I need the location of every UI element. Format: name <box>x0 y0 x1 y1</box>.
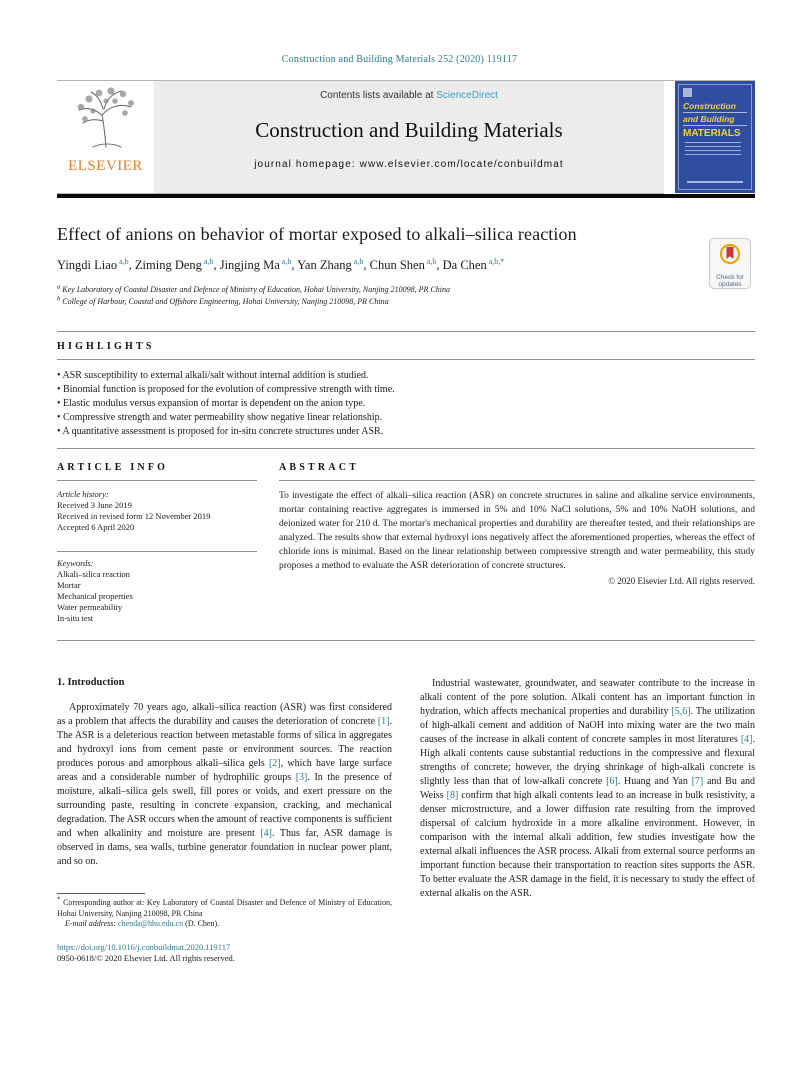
email-suffix: (D. Chen). <box>183 919 220 929</box>
highlights-bottom-rule <box>57 448 755 449</box>
affiliation-line: $^b$ College of Harbour, Coastal and Offshore Engineering, Hohai University, Nanjing 210098, PR China <box>57 294 389 306</box>
keyword-item: Alkali–silica reaction <box>57 569 130 580</box>
affiliation-line: $^a$ Key Laboratory of Coastal Disaster and Defence of Ministry of Education, Hohai University, Nanjing 210098, PR China <box>57 283 451 294</box>
affiliations <box>57 284 755 307</box>
article-info-heading: ARTICLE INFO <box>57 462 169 474</box>
imprint-block <box>57 942 392 964</box>
highlights-mid-rule <box>57 359 755 360</box>
journal-cover-thumbnail[interactable] <box>675 81 755 193</box>
author-line: Yingdi Liao $^{a,b}$, Ziming Deng $^{a,b}$, Jingjing Ma $^{a,b}$, Yan Zhang $^{a,b}$, Chun Shen $^{a,b}$, Da Chen $^{a,b,*}$ <box>57 256 505 272</box>
text-segment: Approximately 70 years ago, alkali–silica reaction (ASR) was first considered as a problem that affects the durability and causes the deterioration of concrete <box>57 702 392 728</box>
email-link[interactable]: chenda@hhu.edu.cn <box>118 919 184 929</box>
sciencedirect-link[interactable]: ScienceDirect <box>436 90 498 101</box>
masthead-gray-panel <box>154 81 664 193</box>
corresponding-author-note <box>57 895 392 919</box>
bookmark-icon <box>717 242 743 268</box>
text-segment: confirm that high alkali contents lead to an increase in bulk resistivity, a denser microstructure, and a lower diffusion rate resulting from the improved dispersal of calcium hydroxide in a more alkaline environment. However, in comparison with the internal alkali addition, few studies investigate how the external alkali influences the ASR process. Alkali from external source performs an important function because their transportation to reaction sites supports the ASR. To better evaluate the ASR damage in the field, it is necessary to study the effect of external alkalis on the ASR. <box>420 790 755 900</box>
citation-header: Construction and Building Materials 252 (2020) 119117 <box>281 54 518 65</box>
highlights-top-rule <box>57 331 755 332</box>
footnote-star: * <box>57 895 61 904</box>
history-lines <box>57 500 257 533</box>
author-name: Da Chen <box>442 258 487 272</box>
citation-ref[interactable]: [4] <box>260 828 272 840</box>
citation-ref[interactable]: [7] <box>691 776 704 788</box>
intro-heading: 1. Introduction <box>57 677 125 689</box>
elsevier-wordmark: ELSEVIER <box>68 158 143 174</box>
footnote-divider <box>57 893 145 894</box>
abstract-heading: ABSTRACT <box>279 462 360 474</box>
highlight-item: • Binomial function is proposed for the evolution of compressive strength with time. <box>57 383 755 397</box>
highlight-item: • Elastic modulus versus expansion of mortar is dependent on the anion type. <box>57 397 755 411</box>
author-affil-sup: a,b <box>201 256 214 266</box>
citation-ref[interactable]: [2] <box>268 758 281 770</box>
body-paragraph <box>420 677 755 901</box>
history-line: Received 3 June 2019 <box>57 500 132 511</box>
citation-ref[interactable]: [8] <box>446 790 459 802</box>
author-name: Ziming Deng <box>134 258 202 272</box>
cover-footer-bar <box>687 181 743 183</box>
highlight-item: • ASR susceptibility to external alkali/salt without internal addition is studied. <box>57 369 755 383</box>
keywords-label: Keywords: <box>57 558 94 569</box>
text-segment: and Bu and Weiss <box>420 776 756 802</box>
keywords-rule <box>57 551 257 552</box>
highlights-heading: HIGHLIGHTS <box>57 341 155 353</box>
keyword-item: Mortar <box>57 580 81 591</box>
article-info-column <box>57 462 257 624</box>
section-divider-rule <box>57 640 755 641</box>
author-name: Jingjing Ma <box>219 258 280 272</box>
text-segment: . The utilization of high-alkali cement and addition of NaOH into mixing water are the two main causes of the increase in alkali content of concrete samples in most literatures <box>420 706 756 746</box>
text-segment: . High alkali contents cause substantial reductions in the compressive and flexural strengths of concrete; however, the drying shrinkage of high-alkali concrete is slightly less than that of low-alkali concrete <box>420 734 755 788</box>
highlight-item: • A quantitative assessment is proposed for in-situ concrete structures under ASR. <box>57 425 755 439</box>
citation-ref[interactable]: [6] <box>606 776 618 788</box>
author-name: Chun Shen <box>369 258 425 272</box>
keyword-item: In-situ test <box>57 613 94 624</box>
body-left-column <box>57 677 392 964</box>
author-name: Yan Zhang <box>297 258 352 272</box>
masthead-main <box>57 81 664 194</box>
cover-title-line3: MATERIALS <box>683 128 741 139</box>
footnote-text: Corresponding author at: Key Laboratory of Coastal Disaster and Defence of Ministry of Education, Hohai University, Nanjing 210098, PR China <box>57 898 392 918</box>
citation-ref[interactable]: [1] <box>377 716 390 728</box>
text-segment: , which have large surface areas and a considerable number of hydrophilic groups <box>57 758 392 784</box>
text-segment: . In the presence of moisture, alkali–silica gels swell, fill pores or voids, and exert pressure on the surrounding paste, resulting in concrete expansion, cracking, and mechanical degradation. The ASR occurs when the amount of reactive components is sufficient and when alkalinity and moisture are present <box>57 772 392 840</box>
history-line: Received in revised form 12 November 2019 <box>57 511 211 522</box>
doi-link[interactable]: https://doi.org/10.1016/j.conbuildmat.2020.119117 <box>57 941 231 952</box>
text-segment: . Thus far, ASR damage is observed in dams, sea walls, turbine generator foundation in nuclear power plant, and so on. <box>57 828 392 868</box>
article-title: Effect of anions on behavior of mortar exposed to alkali–silica reaction <box>57 224 577 244</box>
text-segment: . Huang and Yan <box>617 776 692 788</box>
cover-decorative-lines <box>683 142 747 155</box>
abstract-copyright: © 2020 Elsevier Ltd. All rights reserved. <box>608 576 755 587</box>
text-segment: Industrial wastewater, groundwater, and seawater contribute to the increase in alkali content of the pore solution. Alkali content has an important function in hydration, which affects mechanical properties and durability <box>420 678 755 718</box>
body-right-column <box>420 677 755 964</box>
contents-line <box>160 90 658 101</box>
abstract-text: To investigate the effect of alkali–silica reaction (ASR) on concrete structures in saline and alkaline service environments, mortar containing reactive aggregates is immersed in 5% and 10% NaCl solutions, 5% and 10% NaOH solutions, and deionized water for 210 d. The mortar's mechanical properties and durability are thereafter tested, and their relationships are analyzed. The results show that external hydroxyl ions negatively affect the aforementioned properties, whereas the effect of chloride ions is minimal. Based on the linear relationship between compressive strength and water permeability, this study proposes a method to evaluate the ASR deterioration of concrete structures. <box>279 491 755 572</box>
citation-ref[interactable]: [4] <box>740 734 753 746</box>
author-affil-sup: a,b <box>351 256 364 266</box>
keyword-lines <box>57 569 257 624</box>
history-line: Accepted 6 April 2020 <box>57 522 135 533</box>
author-affil-sup: a,b <box>117 256 129 266</box>
issn-line: 0950-0618/© 2020 Elsevier Ltd. All rights reserved. <box>57 952 235 963</box>
journal-homepage-link[interactable]: journal homepage: www.elsevier.com/locate/conbuildmat <box>254 159 564 170</box>
cover-publisher-mark-icon <box>683 88 692 97</box>
intro-paragraph <box>57 701 392 869</box>
highlight-item: • Compressive strength and water permeability show negative linear relationship. <box>57 411 755 425</box>
citation-ref[interactable]: [5,6] <box>671 706 691 718</box>
header-black-divider <box>57 194 755 198</box>
keyword-item: Water permeability <box>57 602 123 613</box>
contents-prefix: Contents lists available at <box>320 90 437 101</box>
abstract-rule <box>279 480 755 481</box>
check-updates-badge[interactable] <box>709 238 751 289</box>
email-line <box>57 919 392 930</box>
author-affil-sup: a,b,* <box>486 256 505 266</box>
abstract-column <box>279 462 755 624</box>
article-info-rule <box>57 480 257 481</box>
masthead-journal-title: Construction and Building Materials <box>255 118 563 142</box>
cover-title-line1: Construction <box>683 101 747 113</box>
article-history-label: Article history: <box>57 489 109 500</box>
elsevier-tree-icon <box>73 85 139 155</box>
masthead <box>57 81 755 194</box>
author-name: Yingdi Liao <box>57 258 118 272</box>
author-affil-sup: a,b <box>279 256 292 266</box>
elsevier-logo[interactable] <box>57 81 154 193</box>
author-affil-sup: a,b <box>424 256 437 266</box>
text-segment: . The ASR is a deleterious reaction between metastable forms of silica in aggregates and hydroxyl ions from cement paste or environment sources. The reaction produces porous and amorphous alkali–silica gels <box>57 716 392 770</box>
highlights-list <box>57 369 755 439</box>
cover-title-line2: and Building <box>683 114 747 126</box>
check-updates-label: Check for updates <box>716 274 744 289</box>
citation-ref[interactable]: [3] <box>295 772 308 784</box>
keyword-item: Mechanical properties <box>57 591 133 602</box>
footnote-block <box>57 893 392 930</box>
journal-cover-frame <box>678 84 752 190</box>
email-label: E-mail address: <box>65 919 119 929</box>
